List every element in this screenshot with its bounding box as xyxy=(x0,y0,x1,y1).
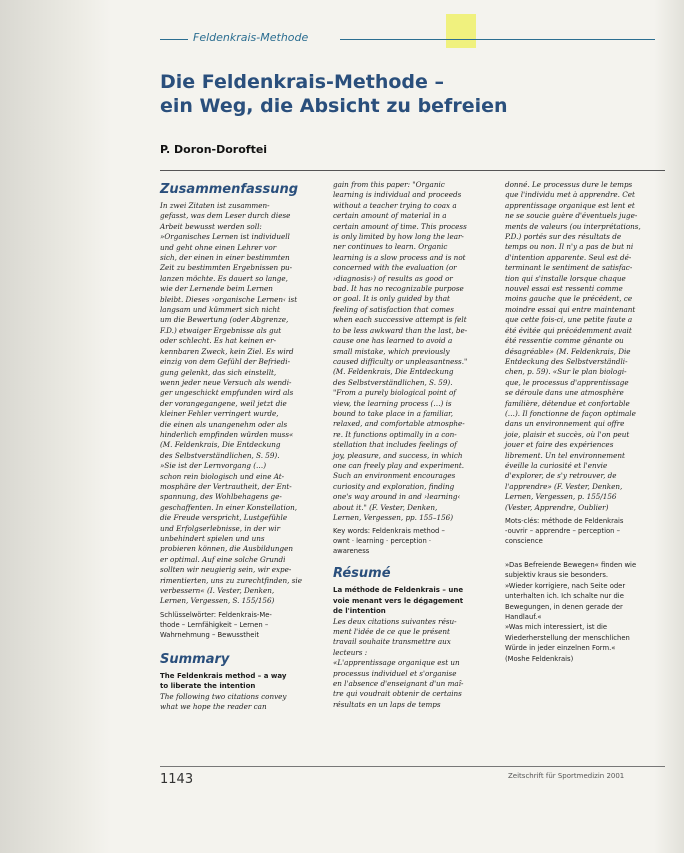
column-1 xyxy=(160,180,320,712)
running-head-rule-left xyxy=(160,39,188,40)
title-line-1: Die Feldenkrais-Methode – xyxy=(160,71,444,93)
running-head-rule-right xyxy=(340,39,655,40)
resume-lead: La méthode de Feldenkrais – une voie menant vers le dégagement de l'intention xyxy=(333,586,464,616)
schluesselwoerter: Schlüsselwörter: Feldenkrais-Me- thode – Lernfähigkeit – Lernen – Wahrnehmung – Bewusstheit xyxy=(160,610,272,639)
zusammenfassung-heading: Zusammenfassung xyxy=(160,182,299,197)
summary-continued-text: gain from this paper: "Organic learning is individual and proceeds without a teacher trying to coax a certain amount of material in a certain amount of time. This process is only limited by how long the lear- ner continues to learn. Organic learning is a slow process and is not concerned with the evaluation (or ›diagnosis›) of results as good or bad. It has no recognizable purpose or goal. It is only guided by that feeling of satisfaction that comes when each successive attempt is felt to be less awkward than the last, be- cause one has learned to avoid a small mistake, which previously caused difficulty or unpleasantness." (M. Feldenkrais, Die Entdeckung des Selbstverständlichen, S. 59). "From a purely biological point of view, the learning process (…) is bound to take place in a familiar, relaxed, and comfortable atmosphe- re. It functions optimally in a con- stellation that includes feelings of joy, pleasure, and success, in which one can freely play and experiment. Such an environment encourages curiosity and exploration, finding one's way around in and ›learning‹ about it." (F. Vester, Denken, Lernen, Vergessen, pp. 155–156) xyxy=(333,180,468,522)
article-title xyxy=(160,70,590,118)
author: P. Doron-Doroftei xyxy=(160,143,268,156)
key-words: Key words: Feldenkrais method – ownt · learning · perception · awareness xyxy=(333,527,445,556)
resume-text: Les deux citations suivantes résu- ment l'idée de ce que le présent travail souhaite transmettre aux lecteurs : «L'apprentissage organique est un processus individuel et s'organise en l'absence d'enseignant d'un maî- tre qui voudrait obtenir de certains résultats en un laps de temps xyxy=(333,616,464,709)
resume-continued-text: donné. Le processus dure le temps que l'individu met à apprendre. Cet apprentissage organique est lent et ne se soucie guère d'éventuels juge- ments de valeurs (ou interprétations, P.D.) portés sur des résultats de temps ou non. Il n'y a pas de but ni d'intention apparente. Seul est dé- terminant le sentiment de satisfac- tion qui s'installe lorsque chaque nouvel essai est ressenti comme moins gauche que le précédent, ce moindre essai qui entre maintenant que cette fois-ci, une petite faute a été évitée qui précédemment avait été ressentie comme gênante ou désagréable» (M. Feldenkrais, Die Entdeckung des Selbstverständli- chen, p. 59). «Sur le plan biologi- que, le processus d'apprentissage se déroule dans une atmosphère familière, détendue et confortable (…). Il fonctionne de façon optimale dans un environnement qui offre joie, plaisir et succès, où l'on peut jouer et faire des expériences librement. Un tel environnement éveille la curiosité et l'envie d'explorer, de s'y retrouver, de l'apprendre» (F. Vester, Denken, Lernen, Vergessen, p. 155/156 (Vester, Apprendre, Oublier) xyxy=(505,180,641,512)
resume-heading: Résumé xyxy=(333,566,391,582)
scan-shadow-right xyxy=(654,0,684,853)
running-head xyxy=(160,30,660,46)
summary-text: The following two citations convey what we hope the reader can xyxy=(160,691,287,712)
journal-footer: Zeitschrift für Sportmedizin 2001 xyxy=(508,772,625,780)
page-number: 1143 xyxy=(160,772,194,787)
scan-shadow-left xyxy=(0,0,110,853)
summary-heading: Summary xyxy=(160,651,230,667)
running-head-text: Feldenkrais-Methode xyxy=(193,31,309,44)
title-line-2: ein Weg, die Absicht zu befreien xyxy=(160,95,508,117)
column-2 xyxy=(333,180,488,710)
summary-lead: The Feldenkrais method – a way to liberate the intention xyxy=(160,671,287,691)
mots-cles: Mots-clés: méthode de Feldenkrais -ouvrir – apprendre – perception – conscience xyxy=(505,517,624,545)
zusammenfassung-text: In zwei Zitaten ist zusammen- gefasst, was dem Leser durch diese Arbeit bewusst werden soll: »Organisches Lernen ist individuell und geht ohne einen Lehrer vor sich, der einen in einer bestimmten Zeit zu bestimmten Ergebnissen pu- lanzen möchte. Es dauert so lange, wie der Lernende beim Lernen bleibt. Dieses ›organische Lernen‹ ist langsam und kümmert sich nicht um die Bewertung (oder Abgrenze, F.D.) etwaiger Ergebnisse als gut oder schlecht. Es hat keinen er- kennbaren Zweck, kein Ziel. Es wird einzig von dem Gefühl der Befriedi- gung gelenkt, das sich einstellt, wenn jeder neue Versuch als wendi- ger ungeschickt empfunden wird als der vorangegangene, weil jetzt die kleiner Fehler verringert wurde, die einen als unangenehm oder als hinderlich empfinden würden muss« (M. Feldenkrais, Die Entdeckung des Selbstverständlichen, S. 59). »Sie ist der Lernvorgang (…) schon rein biologisch und eine At- mosphäre der Vertrautheit, der Ent- spannung, des Wohlbehagens ge- geschaffenten. In einer Konstellation, die Freude verspricht, Lustgefühle und Erfolgserlebnisse, in der wir unbehindert spielen und uns probieren können, die Ausbildungen er optimal. Auf eine solche Grundi sollten wir neugierig sein, wir expe- rimentierten, uns zu zurechtfinden, sie verbessern« (I. Vester, Denken, Lernen, Vergessen, S. 155/156) xyxy=(160,201,302,606)
footer-divider xyxy=(160,766,665,767)
header-divider xyxy=(160,170,665,171)
german-quote-text: »Das Befreiende Bewegen« finden wie subjektiv kraus sie besonders. »Wieder korrigiere, nach Seite oder unterhalten ich. Ich schalte nur die Bewegungen, in denen gerade der Handlauf.« »Was mich interessiert, ist die Wiederherstellung der menschlichen Würde in jeder einzelnen Form.« (Moshe Feldenkrais) xyxy=(505,561,637,663)
column-3 xyxy=(505,180,655,664)
